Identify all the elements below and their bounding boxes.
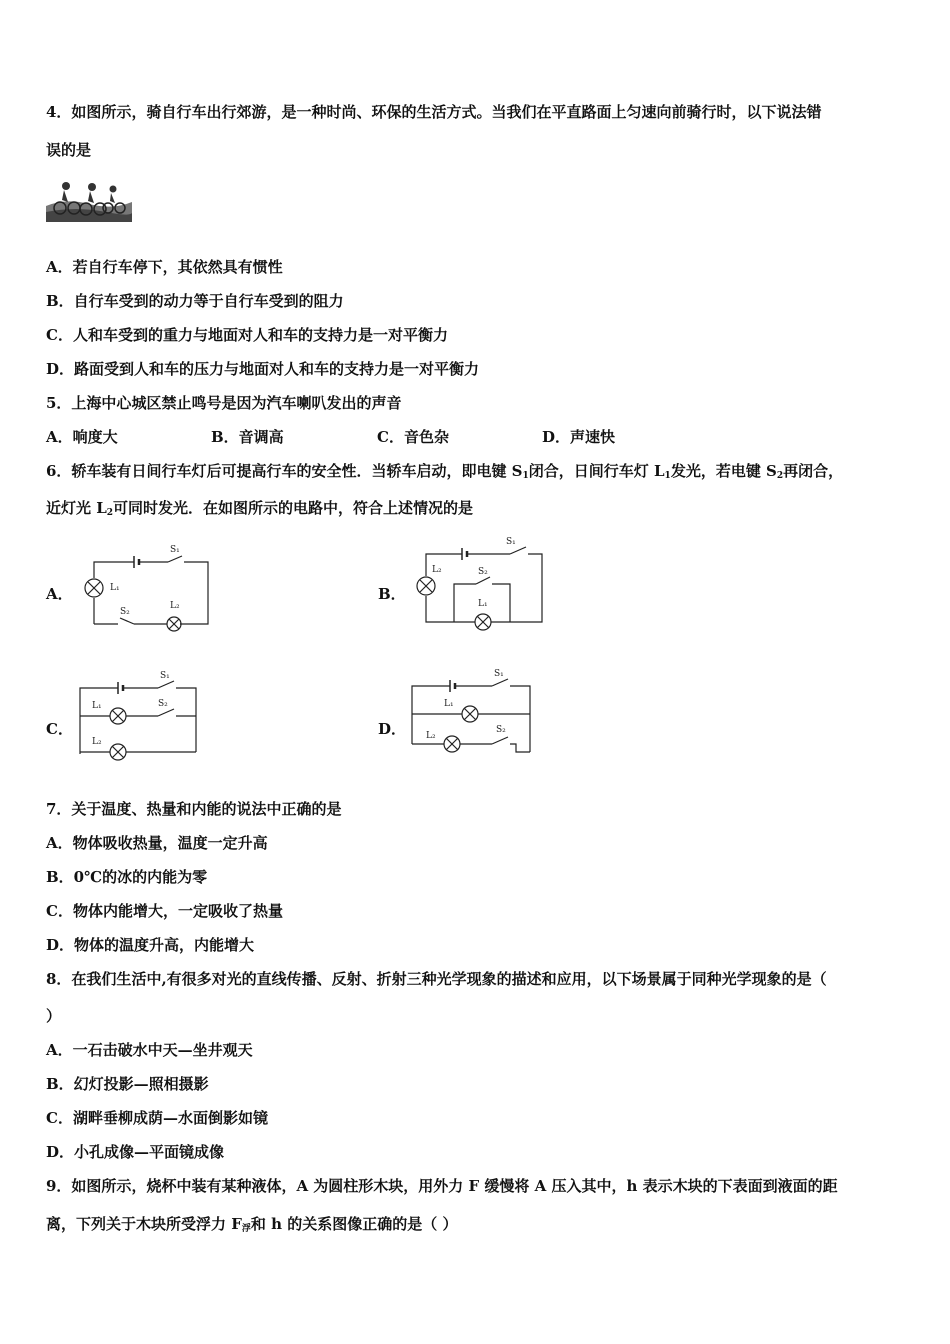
q8-stem-line2: ）: [46, 1007, 62, 1025]
q4-option-d: D．路面受到人和车的压力与地面对人和车的支持力是一对平衡力: [46, 360, 480, 378]
label-s1: S₁: [160, 671, 170, 681]
label-s2: S₂: [158, 699, 168, 709]
circuit-diagram-b: [408, 532, 553, 642]
q4-stem-line1: 4．如图所示，骑自行车出行郊游，是一种时尚、环保的生活方式。当我们在平直路面上匀速向前骑行时，以下说法错: [46, 103, 822, 121]
q8-option-b: B．幻灯投影—照相摄影: [46, 1075, 209, 1093]
q5-option-a: A．响度大: [46, 428, 118, 446]
label-l1: L₁: [478, 599, 488, 609]
q8-option-c: C．湖畔垂柳成荫—水面倒影如镜: [46, 1109, 268, 1127]
circuit-diagram-a: [78, 538, 218, 638]
q4-option-c: C．人和车受到的重力与地面对人和车的支持力是一对平衡力: [46, 326, 448, 344]
q9-stem-line1: 9．如图所示，烧杯中装有某种液体，A 为圆柱形木块，用外力 F 缓慢将 A 压入其中，h 表示木块的下表面到液面的距: [46, 1177, 838, 1195]
q8-option-a: A．一石击破水中天—坐井观天: [46, 1041, 253, 1059]
label-s1: S₁: [494, 669, 504, 679]
label-l2: L₂: [426, 731, 436, 741]
q5-option-d: D．声速快: [542, 428, 616, 446]
q6-stem-line2: 近灯光 $L_2$可同时发光．在如图所示的电路中，符合上述情况的是: [46, 499, 474, 518]
q6-option-d-label: D．: [378, 720, 407, 738]
q6-option-a-label: A．: [46, 585, 73, 603]
cyclists-photo: [46, 176, 132, 222]
label-l1: L₁: [110, 583, 120, 593]
label-s2: S₂: [496, 725, 506, 735]
label-l2: L₂: [432, 565, 442, 575]
label-s1: S₁: [506, 537, 516, 547]
q5-option-c: C．音色杂: [377, 428, 449, 446]
q5-stem: 5．上海中心城区禁止鸣号是因为汽车喇叭发出的声音: [46, 394, 402, 412]
q5-option-b: B．音调高: [211, 428, 284, 446]
circuit-diagram-c: [74, 664, 204, 776]
label-l2: L₂: [170, 601, 180, 611]
q4-stem-line2: 误的是: [46, 141, 92, 159]
q4-option-b: B．自行车受到的动力等于自行车受到的阻力: [46, 292, 344, 310]
q4-option-a: A．若自行车停下，其依然具有惯性: [46, 258, 283, 276]
label-s2: S₂: [478, 567, 488, 577]
q7-option-a: A．物体吸收热量，温度一定升高: [46, 834, 268, 852]
q8-option-d: D．小孔成像—平面镜成像: [46, 1143, 225, 1161]
q7-option-c: C．物体内能增大，一定吸收了热量: [46, 902, 283, 920]
q8-stem-line1: 8．在我们生活中,有很多对光的直线传播、反射、折射三种光学现象的描述和应用，以下场景属于同种光学现象的是（: [46, 970, 827, 988]
label-s2: S₂: [120, 607, 130, 617]
label-l1: L₁: [444, 699, 454, 709]
label-l1: L₁: [92, 701, 102, 711]
q9-stem-line2: 离，下列关于木块所受浮力 $F_浮$和 h 的关系图像正确的是（ ）: [46, 1215, 458, 1234]
q7-stem: 7．关于温度、热量和内能的说法中正确的是: [46, 800, 342, 818]
circuit-diagram-d: [406, 660, 546, 760]
q6-option-b-label: B．: [378, 585, 406, 603]
q7-option-b: B．0℃的冰的内能为零: [46, 868, 208, 886]
label-s1: S₁: [170, 545, 180, 555]
label-l2: L₂: [92, 737, 102, 747]
q6-option-c-label: C．: [46, 720, 73, 738]
q7-option-d: D．物体的温度升高，内能增大: [46, 936, 255, 954]
q6-stem-line1: 6．轿车装有日间行车灯后可提高行车的安全性．当轿车启动，即电键 $S_1$闭合，日间行车灯 $L_1$发光，若电键 $S_2$再闭合，: [46, 462, 844, 481]
